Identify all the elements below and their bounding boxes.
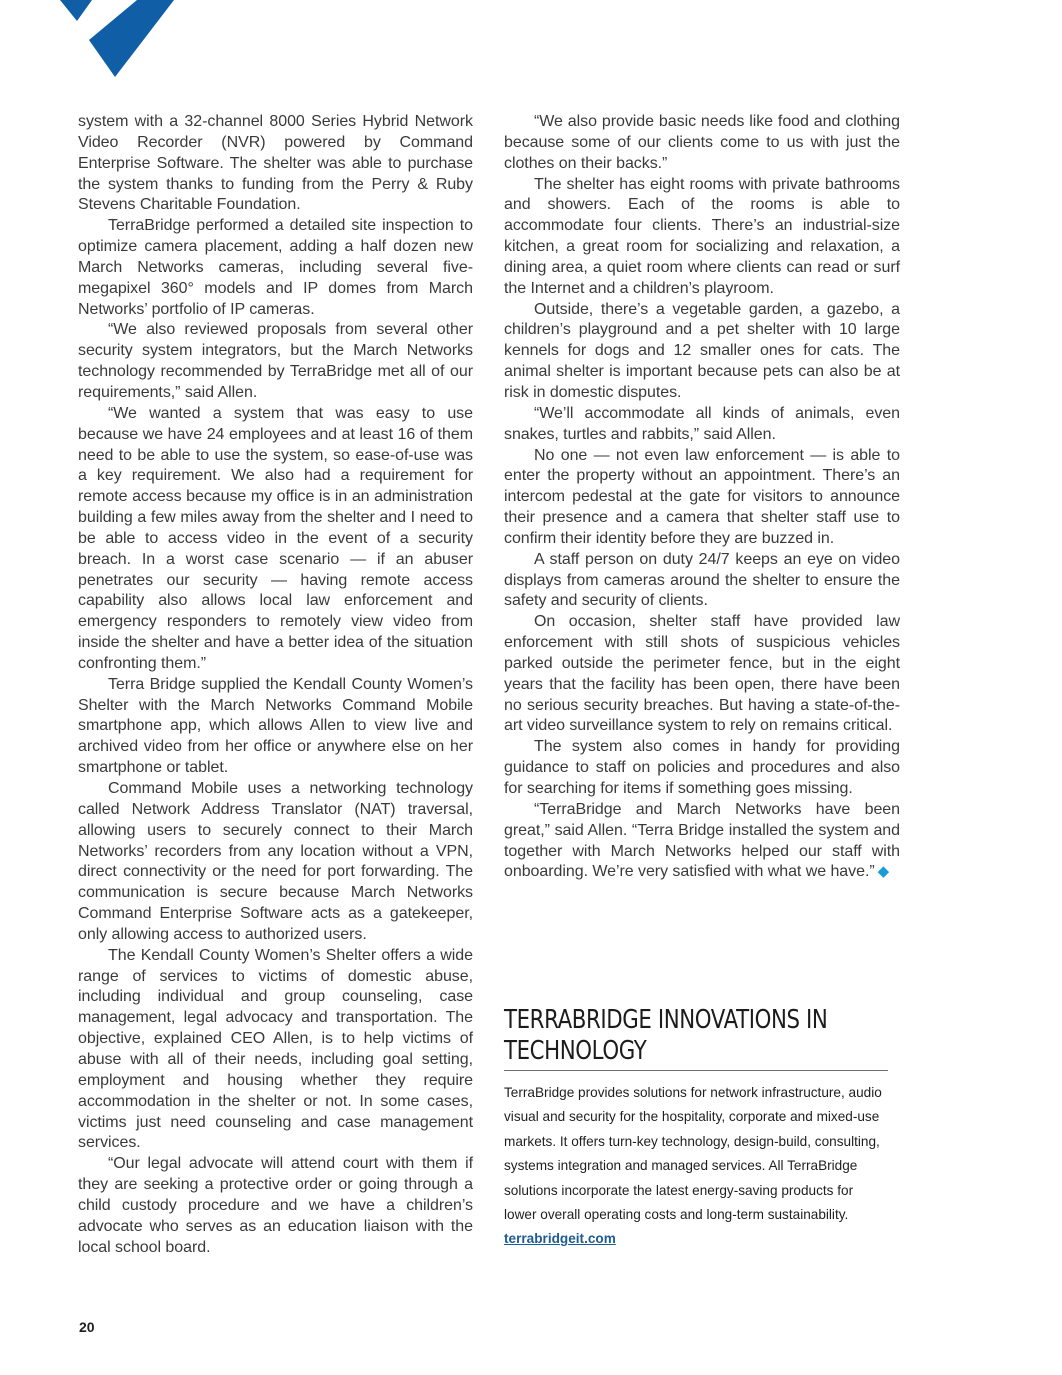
corner-chevron-decoration <box>0 0 200 80</box>
sidebar-title: TERRABRIDGE INNOVATIONS IN TECHNOLOGY <box>504 1005 828 1066</box>
chevron-left-wing <box>60 0 92 21</box>
paragraph: The system also comes in handy for providing guidance to staff on policies and procedures and also for searching for items if something goes missing. <box>504 738 900 797</box>
company-sidebar <box>504 1005 888 1252</box>
paragraph: Outside, there’s a vegetable garden, a gazebo, a children’s playground and a pet shelter with 10 large kennels for dogs and 12 smaller ones for cats. The animal shelter is important because pets can also be at risk in domestic disputes. <box>504 300 900 401</box>
paragraph: “We also reviewed proposals from several other security system integrators, but the March Networks technology recommended by TerraBridge met all of our requirements,” said Allen. <box>78 321 473 401</box>
article-right-column <box>504 112 900 883</box>
paragraph-final-text: “TerraBridge and March Networks have been great,” said Allen. “Terra Bridge installed the system and together with March Networks helped our staff with onboarding. We’re very satisfied with what we have.” <box>504 800 900 881</box>
paragraph: The shelter has eight rooms with private bathrooms and showers. Each of the rooms is able to accommodate four clients. There’s an industrial-size kitchen, a great room for socializing and relaxation, a dining area, a quiet room where clients can read or surf the Internet and a children’s playroom. <box>504 175 900 297</box>
end-mark-diamond-icon: ◆ <box>877 863 890 881</box>
paragraph: “We also provide basic needs like food and clothing because some of our clients come to us with just the clothes on their backs.” <box>504 113 900 172</box>
page-number: 20 <box>79 1319 95 1335</box>
sidebar-divider <box>504 1070 888 1071</box>
paragraph: On occasion, shelter staff have provided law enforcement with still shots of suspicious vehicles parked outside the perimeter fence, but in the eight years that the facility has been open, there have been no serious security breaches. But having a state-of-the-art video surveillance system to rely on remains critical. <box>504 613 900 735</box>
company-website-link[interactable]: terrabridgeit.com <box>504 1231 616 1247</box>
sidebar-body <box>504 1081 888 1252</box>
paragraph: The Kendall County Women’s Shelter offers a wide range of services to victims of domestic abuse, including individual and group counseling, case management, legal advocacy and transportation. The objective, explained CEO Allen, is to help victims of abuse with all of their needs, including goal setting, employment and housing whether they require accommodation in the shelter or not. In some cases, victims just need counseling and case management services. <box>78 946 473 1152</box>
paragraph: No one — not even law enforcement — is able to enter the property without an appointment. There’s an intercom pedestal at the gate for visitors to announce their presence and a camera that shelter staff use to confirm their identity before they are buzzed in. <box>504 446 900 547</box>
article-left-column <box>78 112 473 1258</box>
paragraph: Terra Bridge supplied the Kendall County Women’s Shelter with the March Networks Command Mobile smartphone app, which allows Allen to view live and archived video from her office or anywhere else on her smartphone or tablet. <box>78 675 473 777</box>
paragraph: “Our legal advocate will attend court with them if they are seeking a protective order or going through a child custody procedure and we have a children’s advocate who serves as an education liaison with the local school board. <box>78 1155 473 1256</box>
paragraph: “We’ll accommodate all kinds of animals, even snakes, turtles and rabbits,” said Allen. <box>504 404 900 443</box>
paragraph-final <box>504 800 900 883</box>
paragraph: system with a 32-channel 8000 Series Hybrid Network Video Recorder (NVR) powered by Command Enterprise Software. The shelter was able to purchase the system thanks to funding from the Perry & Ruby Stevens Charitable Foundation. <box>78 113 473 214</box>
chevron-right-wing <box>89 0 174 77</box>
sidebar-description: TerraBridge provides solutions for network infrastructure, audio visual and security for the hospitality, corporate and mixed-use markets. It offers turn-key technology, design-build, consulting, systems integration and managed services. All TerraBridge solutions incorporate the latest energy-saving products for lower overall operating costs and long-term sustainability. <box>504 1085 882 1223</box>
paragraph: “We wanted a system that was easy to use because we have 24 employees and at least 16 of them need to be able to use the system, so ease-of-use was a key requirement. We also had a requirement for remote access because my office is in an administration building a few miles away from the shelter and I need to be able to access video in the event of a security breach. In a worst case scenario — if an abuser penetrates our security — having remote access capability also allows local law enforcement and emergency responders to remotely view video from inside the shelter and have a better idea of the situation confronting them.” <box>78 404 473 672</box>
paragraph: Command Mobile uses a networking technology called Network Address Translator (NAT) traversal, allowing users to securely connect to their March Networks’ recorders from any location without a VPN, direct connectivity or the need for port forwarding. The communication is secure because March Networks Command Enterprise Software acts as a gatekeeper, only allowing access to authorized users. <box>78 780 473 943</box>
paragraph: A staff person on duty 24/7 keeps an eye on video displays from cameras around the shelter to ensure the safety and security of clients. <box>504 550 900 610</box>
paragraph: TerraBridge performed a detailed site inspection to optimize camera placement, adding a half dozen new March Networks cameras, including several five-megapixel 360° models and IP domes from March Networks’ portfolio of IP cameras. <box>78 217 473 318</box>
